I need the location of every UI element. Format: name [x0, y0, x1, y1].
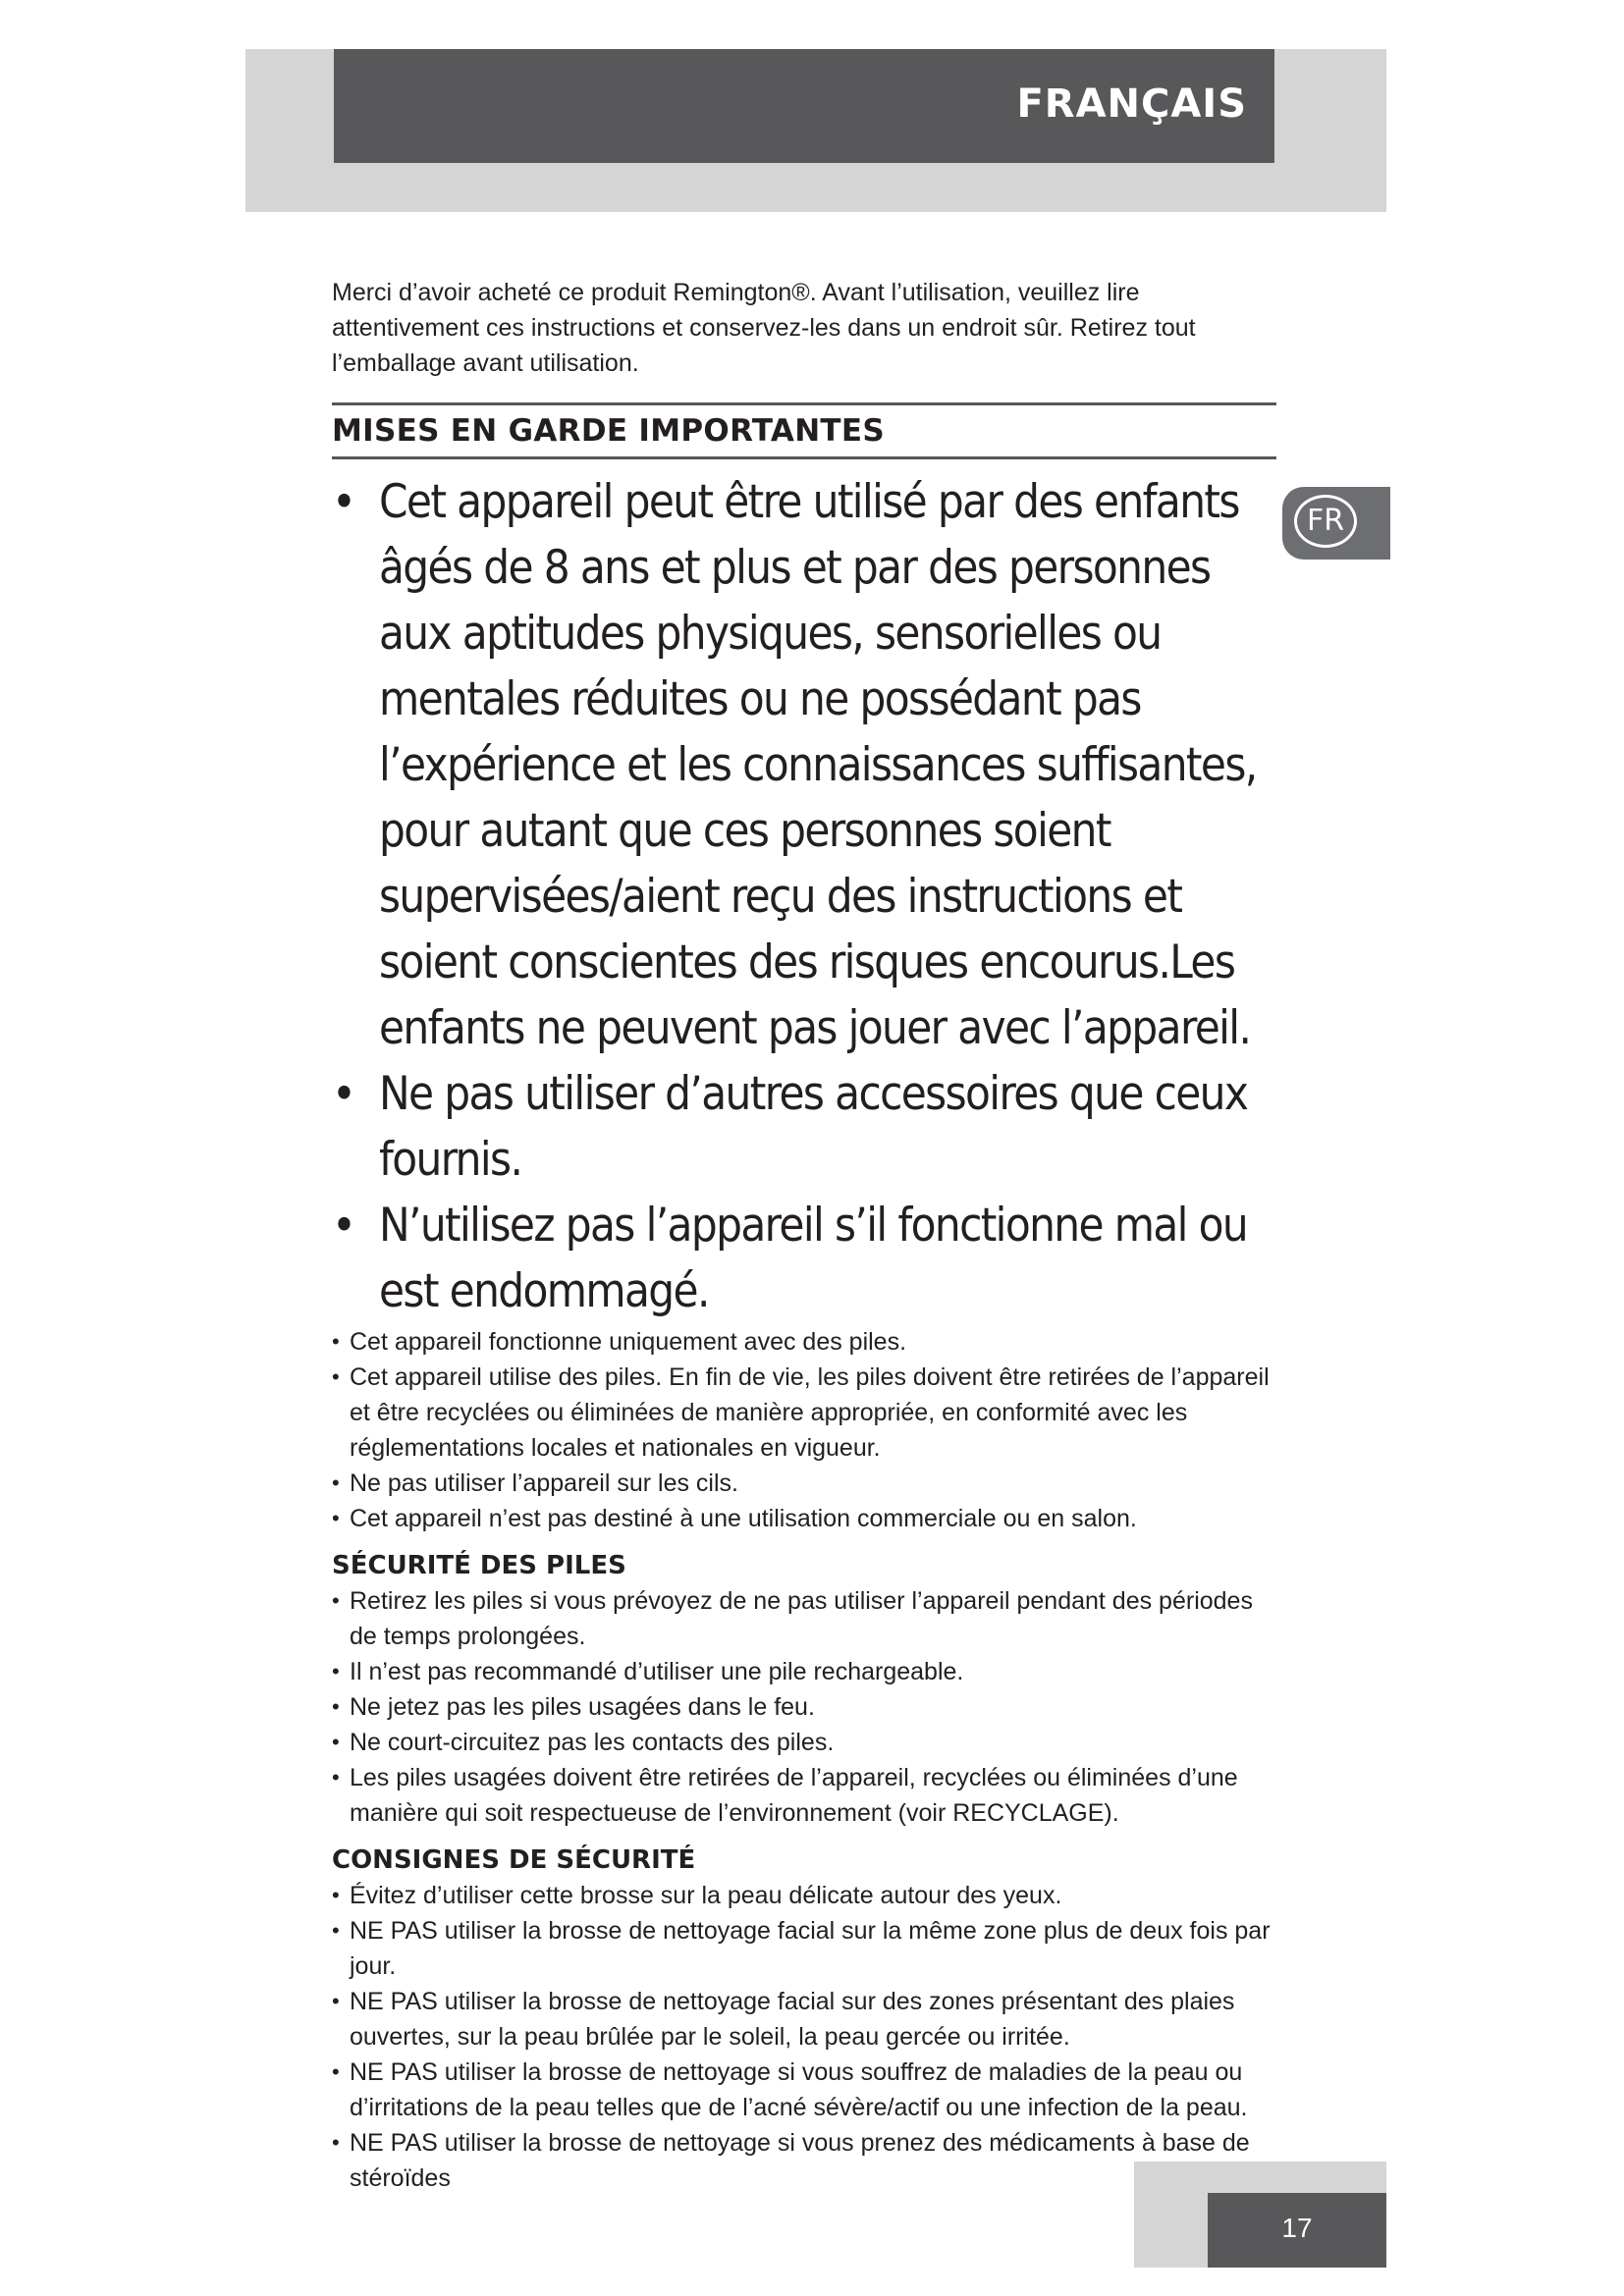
- bullet-icon: •: [332, 1329, 340, 1354]
- battery-safety-title: SÉCURITÉ DES PILES: [332, 1551, 626, 1580]
- list-item: • Ne pas utiliser l’appareil sur les cils.: [332, 1466, 1276, 1501]
- bullet-icon: •: [332, 1364, 340, 1389]
- safety-instructions-list: [332, 1878, 1276, 2196]
- list-item: • Cet appareil utilise des piles. En fin de vie, les piles doivent être retirées de l’appareil et être recyclées ou éliminées de manière appropriée, en conformité avec les réglementations locales et nationales en vigueur.: [332, 1360, 1276, 1466]
- bullet-icon: •: [332, 1730, 340, 1754]
- list-item: • Il n’est pas recommandé d’utiliser une pile rechargeable.: [332, 1654, 1276, 1689]
- battery-safety-list: [332, 1583, 1276, 1831]
- bullet-icon: •: [332, 1765, 340, 1789]
- bullet-icon: •: [332, 1588, 340, 1613]
- list-item: • Ne pas utiliser d’autres accessoires que ceux fournis.: [332, 1061, 1276, 1193]
- language-tab: [1282, 487, 1390, 560]
- list-item: • NE PAS utiliser la brosse de nettoyage si vous prenez des médicaments à base de stéroïdes: [332, 2125, 1276, 2196]
- list-item: • Cet appareil peut être utilisé par des enfants âgés de 8 ans et plus et par des personnes aux aptitudes physiques, sensorielles ou mentales réduites ou ne possédant pas l’expérience et les connaissances suffisantes, pour autant que ces personnes soient supervisées/aient reçu des instructions et soient conscientes des risques encourus.Les enfants ne peuvent pas jouer avec l’appareil.: [332, 469, 1276, 1061]
- list-item: • Les piles usagées doivent être retirées de l’appareil, recyclées ou éliminées d’une manière qui soit respectueuse de l’environnement (voir RECYCLAGE).: [332, 1760, 1276, 1831]
- list-item: • N’utilisez pas l’appareil s’il fonctionne mal ou est endommagé.: [332, 1193, 1276, 1324]
- header-bar: [334, 49, 1274, 163]
- list-item: • Cet appareil n’est pas destiné à une utilisation commerciale ou en salon.: [332, 1501, 1276, 1536]
- list-item: • Ne court-circuitez pas les contacts des piles.: [332, 1725, 1276, 1760]
- bullet-icon: •: [332, 1918, 340, 1943]
- page-number: 17: [1281, 2213, 1313, 2243]
- bullet-icon: •: [332, 1199, 356, 1253]
- warnings-title: MISES EN GARDE IMPORTANTES: [332, 413, 885, 449]
- bullet-icon: •: [332, 1470, 340, 1495]
- list-item: • Retirez les piles si vous prévoyez de ne pas utiliser l’appareil pendant des périodes de temps prolongées.: [332, 1583, 1276, 1654]
- main-content: [332, 275, 1276, 2196]
- bullet-icon: •: [332, 1506, 340, 1530]
- bullet-icon: •: [332, 1883, 340, 1907]
- list-item: • NE PAS utiliser la brosse de nettoyage facial sur des zones présentant des plaies ouvertes, sur la peau brûlée par le soleil, la peau gercée ou irritée.: [332, 1984, 1276, 2055]
- list-item: • NE PAS utiliser la brosse de nettoyage facial sur la même zone plus de deux fois par jour.: [332, 1913, 1276, 1984]
- bullet-icon: •: [332, 475, 356, 529]
- bullet-icon: •: [332, 1659, 340, 1683]
- page-number-box: [1208, 2193, 1386, 2268]
- list-item: • Évitez d’utiliser cette brosse sur la peau délicate autour des yeux.: [332, 1878, 1276, 1913]
- safety-instructions-title: CONSIGNES DE SÉCURITÉ: [332, 1845, 696, 1875]
- language-badge: FR: [1294, 495, 1357, 548]
- bullet-icon: •: [332, 1989, 340, 2013]
- list-item: • NE PAS utiliser la brosse de nettoyage si vous souffrez de maladies de la peau ou d’irritations de la peau telles que de l’acné sévère/actif ou une infection de la peau.: [332, 2055, 1276, 2125]
- bullet-icon: •: [332, 1694, 340, 1719]
- bullet-icon: •: [332, 2059, 340, 2084]
- page-language-title: FRANÇAIS: [1016, 81, 1247, 127]
- bullet-icon: •: [332, 1067, 356, 1121]
- section-rule-bottom: [332, 456, 1276, 459]
- list-item: • Ne jetez pas les piles usagées dans le feu.: [332, 1689, 1276, 1725]
- bullet-icon: •: [332, 2130, 340, 2155]
- large-warnings-list: [332, 469, 1276, 1324]
- small-warnings-list: [332, 1324, 1276, 1536]
- intro-paragraph: Merci d’avoir acheté ce produit Remington®. Avant l’utilisation, veuillez lire attentivement ces instructions et conservez-les dans un endroit sûr. Retirez tout l’emballage avant utilisation.: [332, 279, 1196, 377]
- list-item: • Cet appareil fonctionne uniquement avec des piles.: [332, 1324, 1276, 1360]
